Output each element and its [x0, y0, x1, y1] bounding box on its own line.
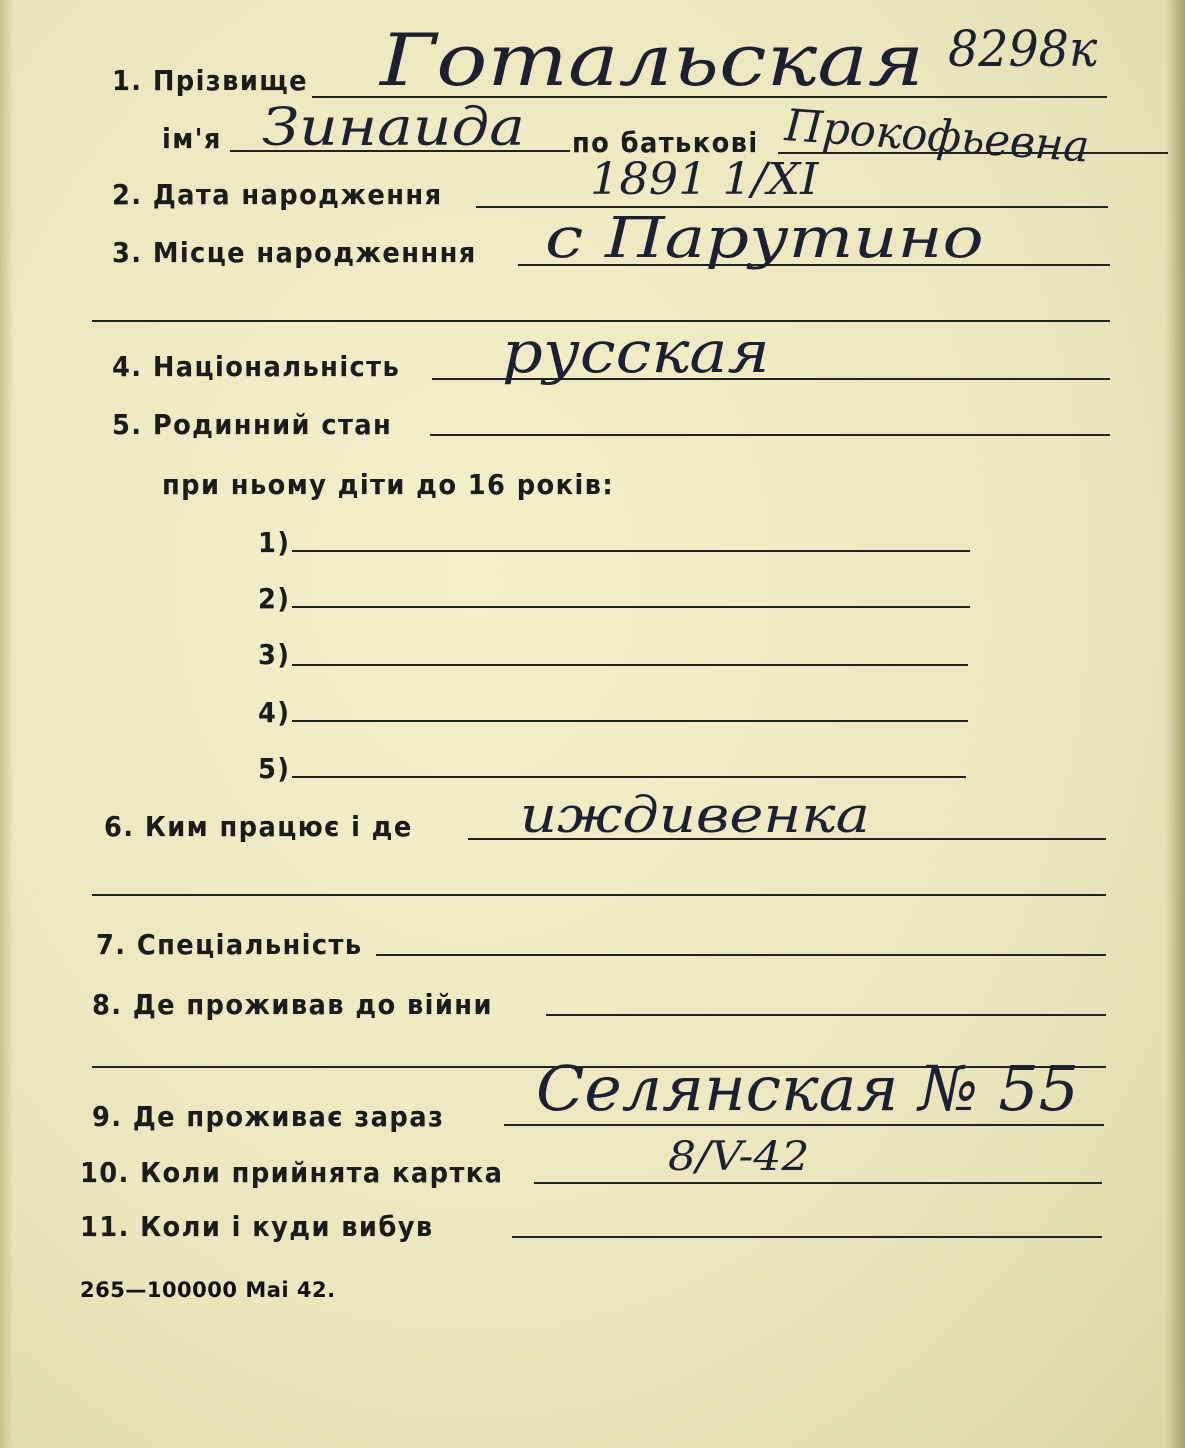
card-number-entry: 8298к — [948, 20, 1098, 78]
birth-date-label: 2. Дата народження — [112, 178, 443, 211]
surname-entry: Готальская — [380, 18, 925, 102]
prewar-residence-label: 8. Де проживав до війни — [92, 988, 493, 1021]
card-accepted-label: 10. Коли прийнята картка — [80, 1156, 504, 1189]
child-slot-1-line — [292, 550, 970, 552]
nationality-label: 4. Національність — [112, 350, 401, 383]
surname-label: 1. Прізвище — [112, 64, 308, 97]
birth-place-entry: с Парутино — [545, 206, 984, 271]
marital-status-label: 5. Родинний стан — [112, 408, 393, 441]
occupation-entry: иждивенка — [520, 786, 870, 844]
patronymic-entry: Прокофьевна — [783, 100, 1091, 173]
print-code: 265—100000 Mai 42. — [80, 1278, 336, 1302]
paper-edge-left — [0, 0, 14, 1448]
child-slot-5-line — [292, 776, 966, 778]
first-name-label: ім'я — [162, 122, 222, 155]
occupation-line-2 — [92, 894, 1106, 896]
specialty-label: 7. Спеціальність — [96, 928, 363, 961]
first-name-entry: Зинаида — [262, 98, 525, 158]
departure-line — [512, 1236, 1102, 1238]
birth-place-label: 3. Місце народженння — [112, 236, 477, 269]
occupation-label: 6. Ким працює і де — [104, 810, 413, 843]
nationality-entry: русская — [502, 318, 770, 386]
child-slot-2-label: 2) — [258, 582, 291, 615]
marital-status-line — [430, 434, 1110, 436]
child-slot-5-label: 5) — [258, 752, 291, 785]
specialty-line — [376, 954, 1106, 956]
paper-edge-right — [1165, 0, 1185, 1448]
card-accepted-entry: 8/V-42 — [668, 1134, 810, 1180]
prewar-residence-line — [546, 1014, 1106, 1016]
children-label: при ньому діти до 16 років: — [162, 468, 615, 501]
current-residence-entry: Селянская № 55 — [536, 1052, 1079, 1125]
child-slot-3-line — [292, 664, 968, 666]
child-slot-3-label: 3) — [258, 638, 291, 671]
child-slot-4-line — [292, 720, 968, 722]
current-residence-label: 9. Де проживає зараз — [92, 1100, 445, 1133]
child-slot-1-label: 1) — [258, 526, 291, 559]
departure-label: 11. Коли і куди вибув — [80, 1210, 434, 1243]
child-slot-2-line — [292, 606, 970, 608]
card-accepted-line — [534, 1182, 1102, 1184]
patronymic-label: по батькові — [572, 126, 759, 159]
birth-date-entry: 1891 1/XI — [590, 154, 819, 205]
child-slot-4-label: 4) — [258, 696, 291, 729]
